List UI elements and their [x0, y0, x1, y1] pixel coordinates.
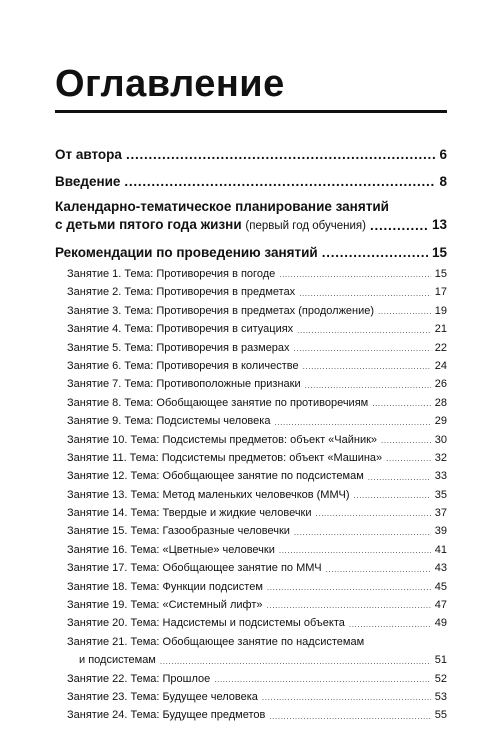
- toc-entry-author[interactable]: [55, 144, 447, 166]
- toc-lesson-entry[interactable]: [55, 375, 447, 393]
- lesson-title: Занятие 16. Тема: «Цветные» человечки: [67, 543, 275, 556]
- toc-lesson-entry[interactable]: [55, 614, 447, 632]
- toc-entry-title-line2-wrap: [55, 216, 366, 235]
- toc-entry-note: (первый год обучения): [245, 220, 366, 232]
- dot-leader: [262, 690, 431, 706]
- toc-entry-page: 6: [439, 147, 447, 162]
- toc-lesson-entry[interactable]: [55, 504, 447, 522]
- lesson-page: 49: [434, 617, 447, 630]
- lesson-title: Занятие 4. Тема: Противоречия в ситуациях: [67, 323, 294, 336]
- toc-entry-introduction[interactable]: [55, 171, 447, 193]
- dot-leader: [303, 359, 431, 375]
- dot-leader: [386, 451, 431, 467]
- lesson-title: Занятие 3. Тема: Противоречия в предметах (продолжение): [67, 304, 375, 317]
- dot-leader: [381, 433, 431, 449]
- dot-leader: [267, 580, 431, 596]
- lesson-title: Занятие 9. Тема: Подсистемы человека: [67, 415, 271, 428]
- dot-leader: [160, 654, 431, 670]
- lesson-title: Занятие 24. Тема: Будущее предметов: [67, 709, 266, 722]
- dot-leader: [316, 506, 431, 522]
- lesson-page: 35: [434, 488, 447, 501]
- lesson-page: 28: [434, 396, 447, 409]
- lesson-title: Занятие 2. Тема: Противоречия в предметах: [67, 286, 296, 299]
- dot-leader: [368, 470, 431, 486]
- toc-entry-line2: [55, 216, 447, 235]
- dot-leader: [279, 543, 431, 559]
- lesson-title: Занятие 20. Тема: Надсистемы и подсистемы объекта: [67, 617, 345, 630]
- toc-lesson-entry[interactable]: [55, 688, 447, 706]
- lesson-title: Занятие 11. Тема: Подсистемы предметов: объект «Машина»: [67, 451, 383, 464]
- toc-entry-title: Рекомендации по проведению занятий: [55, 245, 318, 260]
- toc-lesson-entry[interactable]: [55, 394, 447, 412]
- toc-entry-title-line2: с детьми пятого года жизни: [55, 217, 242, 232]
- dot-leader: [214, 672, 430, 688]
- toc-entry-title: От автора: [55, 147, 122, 162]
- toc-lesson-entry[interactable]: [55, 320, 447, 338]
- toc-lesson-entry[interactable]: [55, 339, 447, 357]
- dot-leader: [372, 396, 431, 412]
- dot-leader: [370, 217, 428, 235]
- lesson-page: 39: [434, 525, 447, 538]
- toc-lesson-entry[interactable]: [55, 283, 447, 301]
- lesson-title: Занятие 13. Тема: Метод маленьких человечков (ММЧ): [67, 488, 350, 501]
- lesson-title: Занятие 5. Тема: Противоречия в размерах: [67, 341, 290, 354]
- dot-leader: [126, 144, 436, 166]
- dot-leader: [326, 562, 431, 578]
- lesson-title: Занятие 7. Тема: Противоположные признаки: [67, 378, 301, 391]
- toc-entry-title: Введение: [55, 174, 121, 189]
- toc-lesson-entry[interactable]: [55, 541, 447, 559]
- toc-lesson-entry[interactable]: [55, 670, 447, 688]
- toc-lesson-entry[interactable]: [55, 357, 447, 375]
- dot-leader: [349, 617, 431, 633]
- toc-lesson-entry[interactable]: [55, 486, 447, 504]
- toc-lesson-entry[interactable]: [55, 302, 447, 320]
- lesson-title: Занятие 22. Тема: Прошлое: [67, 672, 211, 685]
- lesson-page: 24: [434, 359, 447, 372]
- dot-leader: [294, 525, 431, 541]
- lesson-title: Занятие 10. Тема: Подсистемы предметов: объект «Чайник»: [67, 433, 378, 446]
- lesson-page: 26: [434, 378, 447, 391]
- lesson-title: Занятие 8. Тема: Обобщающее занятие по противоречиям: [67, 396, 369, 409]
- toc-entry-calendar-plan[interactable]: [55, 198, 447, 235]
- toc-entry-title-line1: Календарно-тематическое планирование занятий: [55, 199, 389, 214]
- toc-lesson-entry[interactable]: [55, 706, 447, 724]
- page-title: Оглавление: [55, 63, 285, 105]
- lesson-page: 33: [434, 470, 447, 483]
- toc-entry-page: 13: [431, 217, 447, 232]
- lesson-page: 29: [434, 415, 447, 428]
- lesson-title: Занятие 18. Тема: Функции подсистем: [67, 580, 263, 593]
- table-of-contents: [55, 144, 447, 725]
- toc-lesson-entry[interactable]: [55, 412, 447, 430]
- toc-lesson-entry[interactable]: [55, 265, 447, 283]
- lesson-title-line1: Занятие 21. Тема: Обобщающее занятие по надсистемам: [67, 635, 365, 648]
- lesson-page: 45: [434, 580, 447, 593]
- lesson-title: Занятие 6. Тема: Противоречия в количестве: [67, 359, 299, 372]
- lesson-page: 41: [434, 543, 447, 556]
- dot-leader: [299, 286, 431, 302]
- lesson-page: 22: [434, 341, 447, 354]
- lesson-page: 43: [434, 562, 447, 575]
- dot-leader: [294, 341, 431, 357]
- toc-lesson-entry[interactable]: [55, 522, 447, 540]
- toc-entry-recommendations[interactable]: [55, 242, 447, 264]
- lesson-title: Занятие 12. Тема: Обобщающее занятие по подсистемам: [67, 470, 364, 483]
- toc-entry-page: 8: [439, 174, 447, 189]
- lesson-page: 30: [434, 433, 447, 446]
- lesson-title: Занятие 15. Тема: Газообразные человечки: [67, 525, 290, 538]
- toc-entry-page: 15: [431, 245, 447, 260]
- lesson-title: Занятие 1. Тема: Противоречия в погоде: [67, 268, 276, 280]
- toc-lesson-entry[interactable]: [55, 578, 447, 596]
- toc-lesson-entry[interactable]: [55, 431, 447, 449]
- lesson-page: 37: [434, 507, 447, 520]
- lesson-title: Занятие 17. Тема: Обобщающее занятие по ММЧ: [67, 562, 322, 575]
- toc-lesson-entry[interactable]: [55, 559, 447, 577]
- lesson-page: 15: [434, 268, 447, 280]
- lesson-title: Занятие 14. Тема: Твердые и жидкие человечки: [67, 507, 312, 520]
- lesson-page: 21: [434, 323, 447, 336]
- lesson-line2: [55, 651, 447, 669]
- toc-lesson-entry[interactable]: [55, 449, 447, 467]
- dot-leader: [354, 488, 431, 504]
- lesson-page: 52: [434, 672, 447, 685]
- lesson-list: [55, 265, 447, 725]
- dot-leader: [124, 171, 435, 193]
- lesson-title: Занятие 23. Тема: Будущее человека: [67, 691, 258, 703]
- dot-leader: [322, 242, 428, 264]
- toc-lesson-entry[interactable]: [55, 596, 447, 614]
- dot-leader: [279, 267, 431, 283]
- dot-leader: [269, 709, 430, 725]
- lesson-page: 51: [434, 654, 447, 667]
- dot-leader: [267, 598, 431, 614]
- dot-leader: [305, 378, 431, 394]
- lesson-page: 19: [434, 304, 447, 317]
- lesson-page: 32: [434, 451, 447, 464]
- lesson-page: 47: [434, 599, 447, 612]
- dot-leader: [378, 304, 431, 320]
- toc-lesson-entry-21[interactable]: [55, 633, 447, 670]
- dot-leader: [297, 323, 431, 339]
- lesson-page: 17: [434, 286, 447, 299]
- lesson-page: 53: [434, 691, 447, 703]
- lesson-title: Занятие 19. Тема: «Системный лифт»: [67, 599, 263, 612]
- title-underline: [55, 110, 447, 113]
- lesson-title-line2: и подсистемам: [79, 654, 156, 667]
- toc-lesson-entry[interactable]: [55, 467, 447, 485]
- lesson-page: 55: [434, 709, 447, 722]
- dot-leader: [274, 415, 430, 431]
